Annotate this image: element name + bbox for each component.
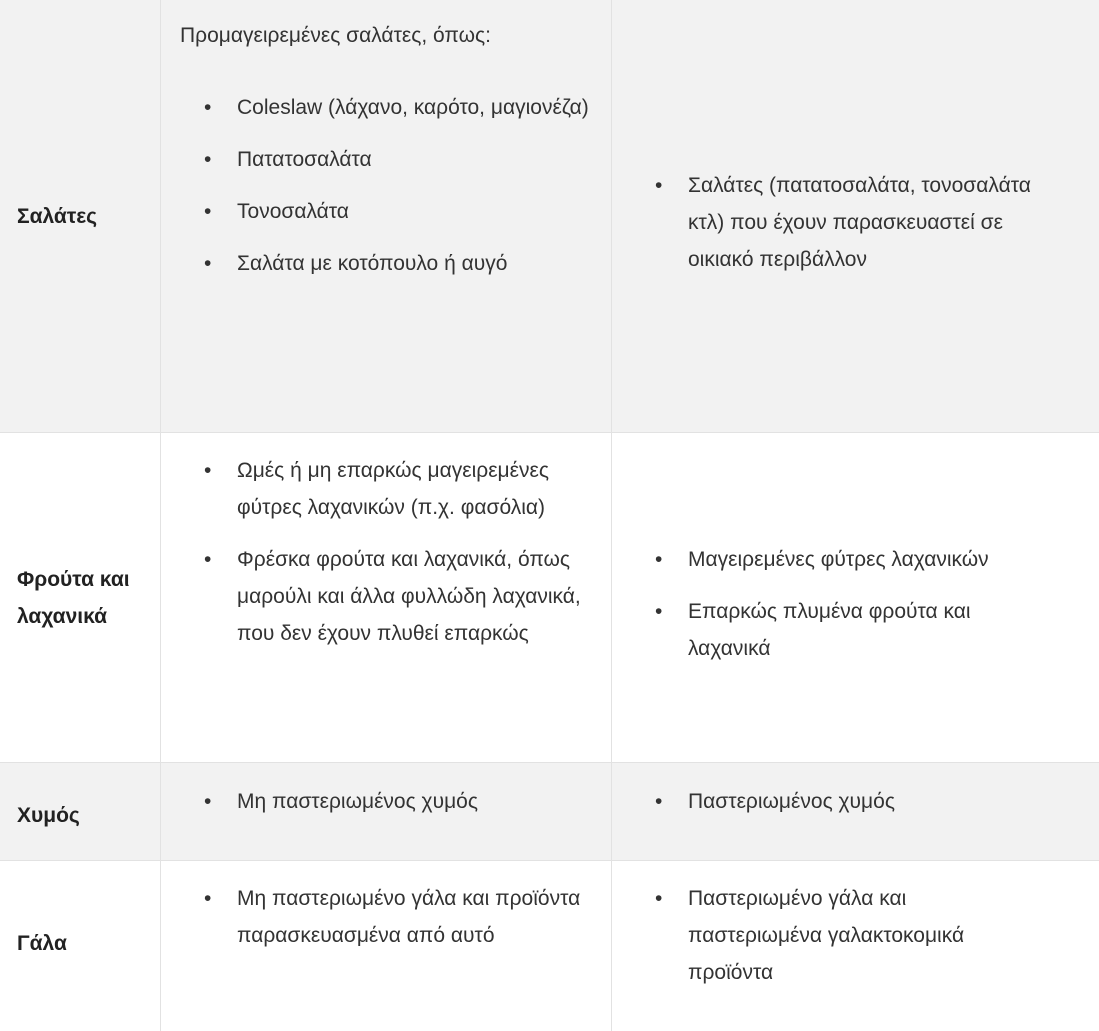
list-item bbox=[204, 141, 595, 178]
item-text: Μαγειρεμένες φύτρες λαχανικών bbox=[688, 548, 989, 571]
risky-list bbox=[180, 452, 595, 652]
item-text: Φρέσκα φρούτα και λαχανικά, όπως μαρούλι και άλλα φυλλώδη λαχανικά, που δεν έχουν πλυθεί επαρκώς bbox=[237, 548, 581, 645]
item-text: Μη παστεριωμένος χυμός bbox=[237, 790, 478, 813]
safe-list bbox=[655, 880, 1039, 991]
list-item bbox=[655, 541, 1039, 578]
bullet-icon: • bbox=[204, 459, 212, 482]
bullet-icon: • bbox=[204, 548, 212, 571]
list-item bbox=[204, 541, 595, 652]
item-text: Επαρκώς πλυμένα φρούτα και λαχανικά bbox=[688, 600, 971, 660]
bullet-icon: • bbox=[204, 96, 212, 119]
item-text: Σαλάτες (πατατοσαλάτα, τονοσαλάτα κτλ) που έχουν παρασκευαστεί σε οικιακό περιβάλλον bbox=[688, 174, 1031, 271]
row-label: Χυμός bbox=[0, 763, 161, 860]
risky-foods-cell bbox=[161, 763, 612, 860]
list-item bbox=[204, 452, 595, 526]
row-label: Γάλα bbox=[0, 861, 161, 1031]
item-text: Coleslaw (λάχανο, καρότο, μαγιονέζα) bbox=[237, 96, 589, 119]
list-item bbox=[655, 783, 1039, 820]
risky-foods-cell bbox=[161, 861, 612, 1031]
table-row bbox=[0, 861, 1099, 1031]
bullet-icon: • bbox=[204, 252, 212, 275]
bullet-icon: • bbox=[204, 790, 212, 813]
list-item bbox=[204, 245, 595, 282]
bullet-icon: • bbox=[204, 200, 212, 223]
list-item bbox=[204, 193, 595, 230]
safe-list bbox=[655, 783, 1039, 820]
bullet-icon: • bbox=[655, 548, 663, 571]
item-text: Τονοσαλάτα bbox=[237, 200, 349, 223]
safe-foods-cell bbox=[612, 0, 1099, 432]
risky-foods-cell bbox=[161, 0, 612, 432]
safe-foods-cell bbox=[612, 763, 1099, 860]
bullet-icon: • bbox=[655, 174, 663, 197]
list-item bbox=[204, 89, 595, 126]
risky-list bbox=[180, 783, 595, 820]
table-row bbox=[0, 433, 1099, 763]
row-label: Σαλάτες bbox=[0, 0, 161, 432]
risky-foods-cell bbox=[161, 433, 612, 762]
bullet-icon: • bbox=[655, 887, 663, 910]
bullet-icon: • bbox=[655, 790, 663, 813]
item-text: Σαλάτα με κοτόπουλο ή αυγό bbox=[237, 252, 508, 275]
item-text: Πατατοσαλάτα bbox=[237, 148, 372, 171]
item-text: Ωμές ή μη επαρκώς μαγειρεμένες φύτρες λαχανικών (π.χ. φασόλια) bbox=[237, 459, 549, 519]
list-item bbox=[655, 593, 1039, 667]
safe-list bbox=[655, 541, 1039, 667]
table-row bbox=[0, 0, 1099, 433]
safe-foods-cell bbox=[612, 861, 1099, 1031]
list-item bbox=[655, 880, 1039, 991]
list-item bbox=[204, 880, 595, 954]
item-text: Παστεριωμένος χυμός bbox=[688, 790, 895, 813]
list-item bbox=[204, 783, 595, 820]
risky-list bbox=[180, 89, 595, 282]
item-text: Παστεριωμένο γάλα και παστεριωμένα γαλακτοκομικά προϊόντα bbox=[688, 887, 965, 984]
item-text: Μη παστεριωμένο γάλα και προϊόντα παρασκευασμένα από αυτό bbox=[237, 887, 581, 947]
safe-list bbox=[655, 167, 1039, 278]
bullet-icon: • bbox=[204, 148, 212, 171]
bullet-icon: • bbox=[655, 600, 663, 623]
bullet-icon: • bbox=[204, 887, 212, 910]
row-label: Φρούτα και λαχανικά bbox=[0, 433, 161, 762]
safe-foods-cell bbox=[612, 433, 1099, 762]
list-item bbox=[655, 167, 1039, 278]
table-row bbox=[0, 763, 1099, 861]
intro-text: Προμαγειρεμένες σαλάτες, όπως: bbox=[180, 24, 491, 47]
risky-list bbox=[180, 880, 595, 954]
